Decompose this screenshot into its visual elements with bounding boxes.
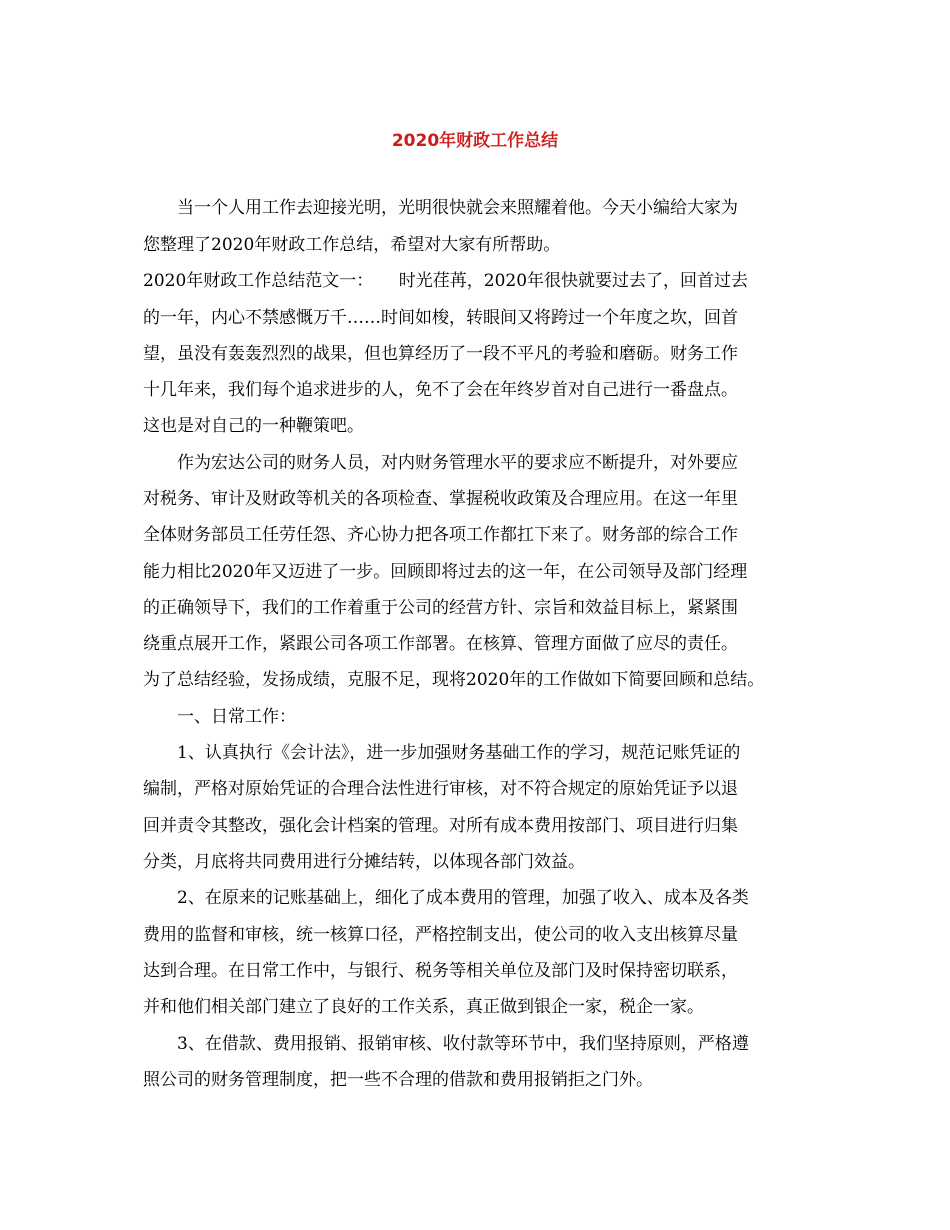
body-line: 达到合理。在日常工作中，与银行、税务等相关单位及部门及时保持密切联系， bbox=[143, 961, 738, 981]
body-line: 一、日常工作： bbox=[143, 707, 296, 727]
body-line: 您整理了2020年财政工作总结，希望对大家有所帮助。 bbox=[143, 235, 561, 255]
body-line: 望，虽没有轰轰烈烈的战果，但也算经历了一段不平凡的考验和磨砺。财务工作 bbox=[143, 344, 738, 364]
body-line: 回并责令其整改，强化会计档案的管理。对所有成本费用按部门、项目进行归集 bbox=[143, 816, 738, 836]
body-line: 1、认真执行《会计法》，进一步加强财务基础工作的学习，规范记账凭证的 bbox=[143, 743, 741, 763]
body-line: 费用的监督和审核，统一核算口径，严格控制支出，使公司的收入支出核算尽量 bbox=[143, 925, 738, 945]
body-line: 绕重点展开工作，紧跟公司各项工作部署。在核算、管理方面做了应尽的责任。 bbox=[143, 634, 738, 654]
body-line: 作为宏达公司的财务人员，对内财务管理水平的要求应不断提升，对外要应 bbox=[143, 453, 738, 473]
body-line: 对税务、审计及财政等机关的各项检查、掌握税收政策及合理应用。在这一年里 bbox=[143, 489, 738, 509]
body-line: 这也是对自己的一种鞭策吧。 bbox=[143, 416, 364, 436]
body-line: 能力相比2020年又迈进了一步。回顾即将过去的这一年，在公司领导及部门经理 bbox=[143, 562, 748, 582]
body-line: 为了总结经验，发扬成绩，克服不足，现将2020年的工作做如下简要回顾和总结。 bbox=[143, 670, 765, 690]
body-line: 2020年财政工作总结范文一： 时光荏苒，2020年很快就要过去了，回首过去 bbox=[143, 271, 749, 291]
body-line: 照公司的财务管理制度，把一些不合理的借款和费用报销拒之门外。 bbox=[143, 1070, 653, 1090]
body-line: 的一年，内心不禁感慨万千……时间如梭，转眼间又将跨过一个年度之坎，回首 bbox=[143, 308, 738, 328]
body-line: 十几年来，我们每个追求进步的人，免不了会在年终岁首对自己进行一番盘点。 bbox=[143, 380, 738, 400]
body-line: 当一个人用工作去迎接光明，光明很快就会来照耀着他。今天小编给大家为 bbox=[143, 198, 738, 218]
body-line: 全体财务部员工任劳任怨、齐心协力把各项工作都扛下来了。财务部的综合工作 bbox=[143, 525, 738, 545]
body-line: 3、在借款、费用报销、报销审核、收付款等环节中，我们坚持原则，严格遵 bbox=[143, 1034, 749, 1054]
body-line: 并和他们相关部门建立了良好的工作关系，真正做到银企一家，税企一家。 bbox=[143, 997, 704, 1017]
document-title: 2020年财政工作总结 bbox=[391, 131, 559, 151]
body-line: 2、在原来的记账基础上，细化了成本费用的管理，加强了收入、成本及各类 bbox=[143, 888, 749, 908]
body-line: 编制，严格对原始凭证的合理合法性进行审核，对不符合规定的原始凭证予以退 bbox=[143, 779, 738, 799]
body-line: 分类，月底将共同费用进行分摊结转，以体现各部门效益。 bbox=[143, 852, 585, 872]
body-line: 的正确领导下，我们的工作着重于公司的经营方针、宗旨和效益目标上，紧紧围 bbox=[143, 598, 738, 618]
